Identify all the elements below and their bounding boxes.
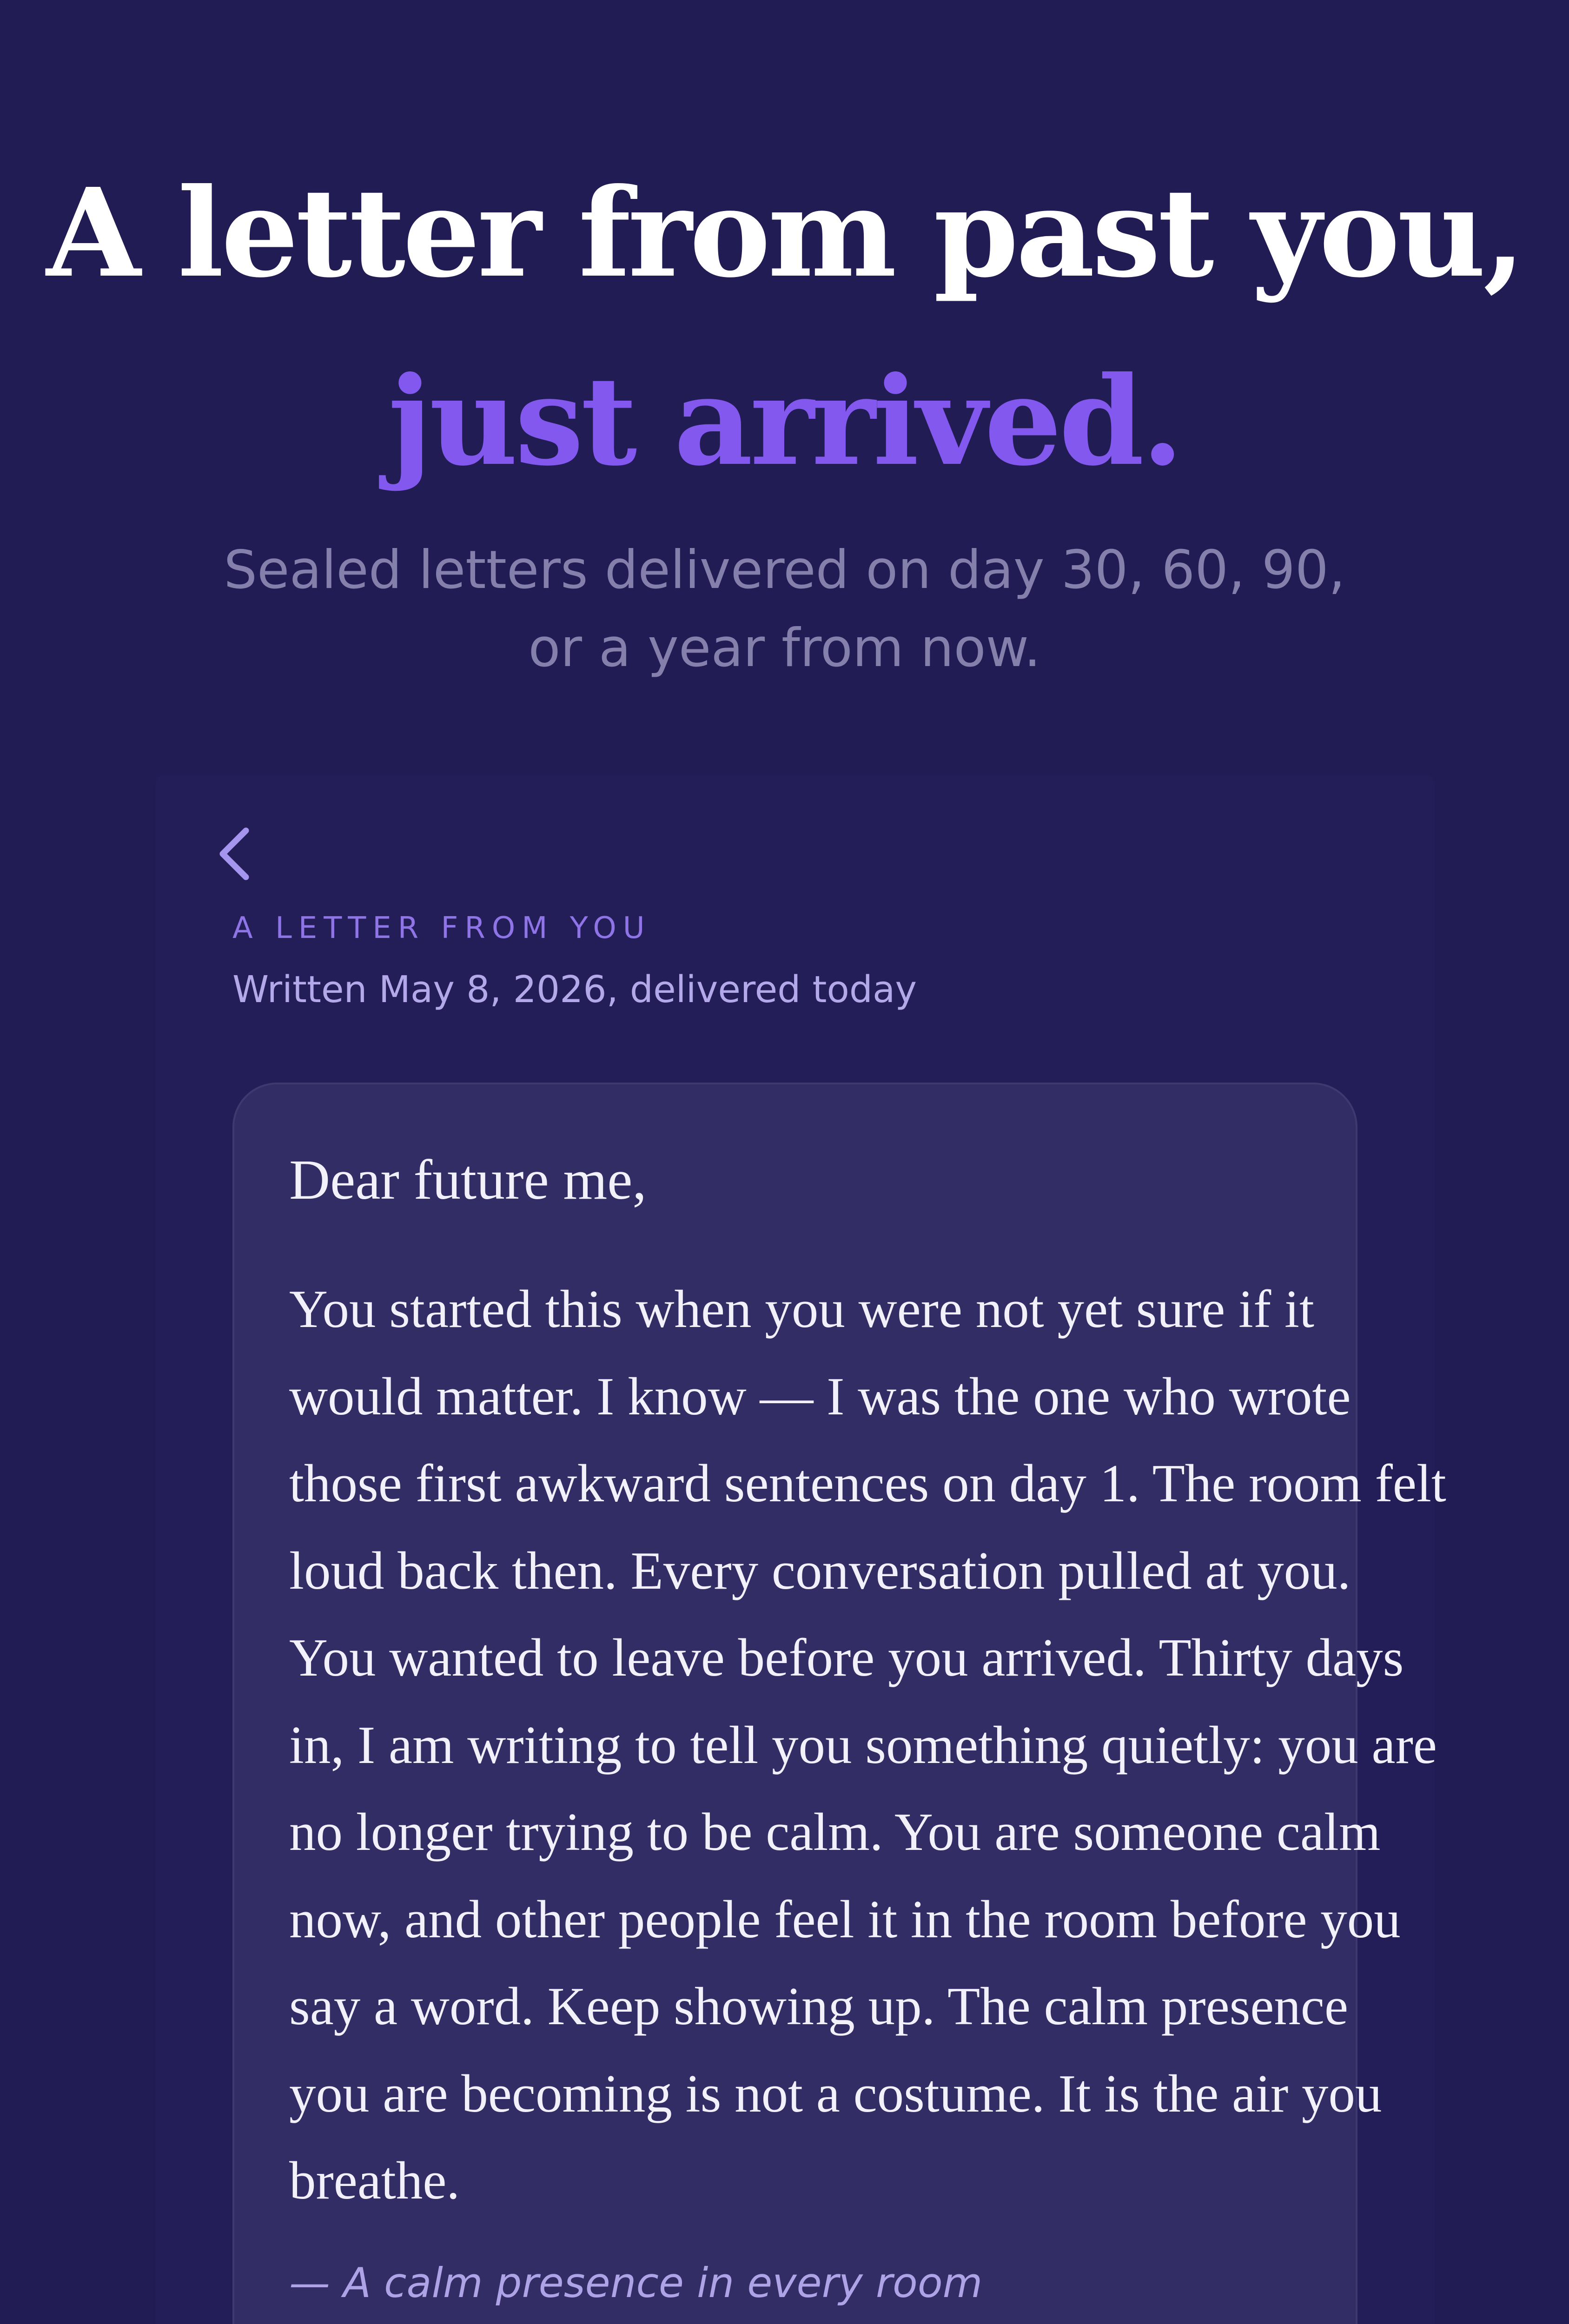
back-button[interactable]	[212, 821, 258, 886]
letter-signature: — A calm presence in every room	[289, 2259, 983, 2307]
letter-line: would matter. I know — I was the one who wrote	[289, 1367, 1351, 1426]
hero-title-accent: just arrived.	[388, 350, 1181, 493]
hero-subtitle-line-1: Sealed letters delivered on day 30, 60, 90,	[224, 539, 1345, 601]
letter-line: say a word. Keep showing up. The calm presence	[289, 1977, 1348, 2036]
letter-line: in, I am writing to tell you something quietly: you are	[289, 1715, 1437, 1775]
chevron-left-icon	[212, 821, 258, 886]
letter-eyebrow: A LETTER FROM YOU	[232, 911, 651, 945]
hero-title: A letter from past you,	[46, 161, 1523, 304]
letter-line: You wanted to leave before you arrived. Thirty days	[289, 1628, 1404, 1687]
letter-body	[289, 1266, 1446, 2225]
letter-greeting: Dear future me,	[289, 1149, 647, 1211]
letter-line: now, and other people feel it in the room before you	[289, 1889, 1401, 1949]
hero-subtitle-line-2: or a year from now.	[528, 617, 1041, 679]
letter-line: you are becoming is not a costume. It is the air you	[289, 2064, 1382, 2123]
letter-line: loud back then. Every conversation pulled at you.	[289, 1541, 1351, 1600]
letter-line: breathe.	[289, 2151, 460, 2210]
letter-meta: Written May 8, 2026, delivered today	[232, 968, 917, 1011]
letter-line: You started this when you were not yet sure if it	[289, 1280, 1314, 1339]
letter-line: no longer trying to be calm. You are someone calm	[289, 1802, 1381, 1862]
letter-panel	[156, 775, 1446, 2324]
letter-card	[232, 1083, 1446, 2324]
letter-line: those first awkward sentences on day 1. The room felt	[289, 1454, 1446, 1513]
